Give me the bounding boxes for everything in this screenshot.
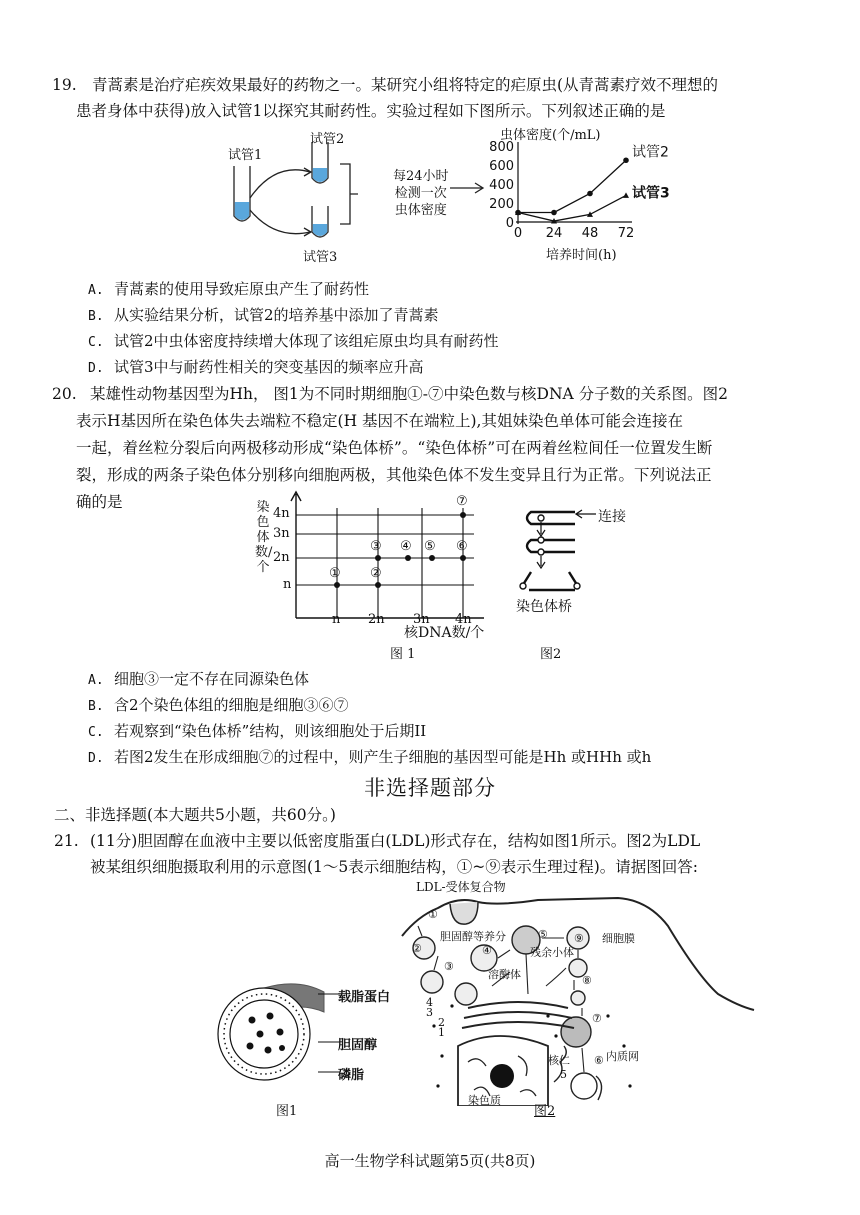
q20-option-d: D. 若图2发生在形成细胞⑦的过程中，则产生子细胞的基因型可能是Hh 或HHh 或h xyxy=(88,748,652,766)
q21-number: 21. xyxy=(54,832,79,850)
series-label: 试管2 xyxy=(632,144,669,161)
series-label: 试管3 xyxy=(632,185,670,202)
arrow-to-chart xyxy=(450,183,483,193)
q20-option-c: C. 若观察到“染色体桥”结构，则该细胞处于后期II xyxy=(88,722,427,740)
tube-1-icon xyxy=(234,166,250,221)
membrane-label: 细胞膜 xyxy=(602,932,635,945)
fig1-xtick-4n: 4n xyxy=(455,612,472,627)
fig1-caption: 图 1 xyxy=(390,647,416,662)
residual-label: 残余小体 xyxy=(530,946,574,959)
process-9: ⑨ xyxy=(574,932,584,945)
tube-2-icon xyxy=(312,142,328,183)
bracket xyxy=(340,164,358,224)
fig2-connect-label: 连接 xyxy=(598,509,626,525)
cell-uptake-diagram xyxy=(398,886,758,1106)
fig1-ytick-3n: 3n xyxy=(273,526,290,541)
process-8: ⑧ xyxy=(582,974,592,987)
fig1-ytick-2n: 2n xyxy=(273,550,290,565)
q21-fig1-caption: 图1 xyxy=(276,1104,298,1119)
arrow-to-tube3 xyxy=(250,210,310,234)
q21-stem-line1: (11分)胆固醇在血液中主要以低密度脂蛋白(LDL)形式存在，结构如图1所示。图2为LDL xyxy=(90,832,701,850)
page-footer: 高一生物学科试题第5页(共8页) xyxy=(324,1152,536,1170)
fig1-point-1: ① xyxy=(329,566,341,581)
series-line xyxy=(518,195,626,221)
q19-option-d: D. 试管3中与耐药性相关的突变基因的频率应升高 xyxy=(88,358,424,376)
process-5: ⑤ xyxy=(538,928,548,941)
fig1-ylabel: 染色体数/个 xyxy=(255,500,273,575)
q19-option-b: B. 从实验结果分析，试管2的培养基中添加了青蒿素 xyxy=(88,306,439,324)
section-subtitle: 二、非选择题(本大题共5小题，共60分。) xyxy=(54,806,336,824)
step-text: 每24小时 检测一次 虫体密度 xyxy=(393,169,449,218)
q19-stem-line2: 患者身体中获得)放入试管1以探究其耐药性。实验过程如下图所示。下列叙述正确的是 xyxy=(76,102,666,120)
fig1-xtick-n: n xyxy=(332,612,341,627)
process-1: ① xyxy=(428,908,438,921)
fig1-point-3: ③ xyxy=(370,539,382,554)
y-tick-label: 400 xyxy=(489,178,514,193)
x-tick-label: 0 xyxy=(513,226,523,241)
apoprotein-label: 载脂蛋白 xyxy=(338,990,391,1005)
fig1-xlabel: 核DNA数/个 xyxy=(404,625,485,641)
chromatin-label: 染色质 xyxy=(468,1094,501,1107)
fig1-xtick-2n: 2n xyxy=(368,612,385,627)
structure-5: 5 xyxy=(560,1068,567,1081)
er-label: 内质网 xyxy=(606,1050,639,1063)
q20-option-a: A. 细胞③一定不存在同源染色体 xyxy=(88,670,310,688)
cholesterol-label: 胆固醇 xyxy=(338,1038,378,1053)
phospholipid-label: 磷脂 xyxy=(338,1068,365,1083)
fig1-ytick-n: n xyxy=(283,577,292,592)
fig2-caption: 图2 xyxy=(540,647,562,662)
q21-fig2-caption: 图2 xyxy=(534,1104,556,1119)
process-6: ⑥ xyxy=(594,1054,604,1067)
process-4: ④ xyxy=(482,944,492,957)
q19-option-a: A. 青蒿素的使用导致疟原虫产生了耐药性 xyxy=(88,280,370,298)
q19-density-chart xyxy=(480,124,710,264)
nutrients-label: 胆固醇等养分 xyxy=(440,930,506,943)
process-2: ② xyxy=(412,942,422,955)
q20-stem-line2: 表示H基因所在染色体失去端粒不稳定(H 基因不在端粒上),其姐妹染色单体可能会连接在 xyxy=(76,412,683,430)
tube-1-label: 试管1 xyxy=(228,148,263,163)
y-tick-label: 800 xyxy=(489,140,514,155)
structure-3: 3 xyxy=(426,1006,433,1019)
fig1-point-4: ④ xyxy=(400,539,412,554)
tube-3-label: 试管3 xyxy=(303,250,338,265)
chart-ylabel: 虫体密度(个/mL) xyxy=(500,128,601,143)
data-point xyxy=(623,157,629,163)
fig1-point-5: ⑤ xyxy=(424,539,436,554)
x-tick-label: 72 xyxy=(617,226,635,241)
process-3: ③ xyxy=(444,960,454,973)
q19-option-c: C. 试管2中虫体密度持续增大体现了该组疟原虫均具有耐药性 xyxy=(88,332,499,350)
structure-2: 2 xyxy=(438,1016,445,1029)
structure-4: 4 xyxy=(426,996,433,1009)
fig1-ytick-4n: 4n xyxy=(273,506,290,521)
y-tick-label: 0 xyxy=(505,216,514,231)
x-tick-label: 48 xyxy=(581,226,599,241)
y-tick-label: 200 xyxy=(489,197,514,212)
nucleolus-label: 核仁 xyxy=(548,1054,570,1067)
fig1-point-2: ② xyxy=(370,566,382,581)
q21-stem-line2: 被某组织细胞摄取利用的示意图(1～5表示细胞结构，①~⑨表示生理过程)。请据图回答: xyxy=(90,858,699,876)
arrow-to-tube2 xyxy=(250,170,310,198)
q20-number: 20. xyxy=(52,385,77,403)
tube-2-label: 试管2 xyxy=(310,132,345,147)
q19-stem-line1: 青蒿素是治疗疟疾效果最好的药物之一。某研究小组将特定的疟原虫(从青蒿素疗效不理想的 xyxy=(92,76,719,94)
fig2-bridge-label: 染色体桥 xyxy=(516,599,572,615)
q20-stem-line3: 一起，着丝粒分裂后向两极移动形成“染色体桥”。“染色体桥”可在两着丝粒间任一位置发生断 xyxy=(76,439,713,457)
q20-option-b: B. 含2个染色体组的细胞是细胞③⑥⑦ xyxy=(88,696,349,714)
fig1-label-leaders xyxy=(318,990,340,1080)
y-tick-label: 600 xyxy=(489,159,514,174)
lysosome-label: 溶酶体 xyxy=(488,968,521,981)
tube-3-icon xyxy=(312,206,328,237)
section-title: 非选择题部分 xyxy=(364,776,496,800)
structure-1: 1 xyxy=(438,1026,445,1039)
fig1-xtick-3n: 3n xyxy=(413,612,430,627)
q19-number: 19. xyxy=(52,76,77,94)
data-point xyxy=(587,191,593,197)
q20-stem-line1: 某雄性动物基因型为Hh， 图1为不同时期细胞①-⑦中染色数与核DNA 分子数的关系图。图2 xyxy=(90,385,729,403)
q20-stem-line5: 确的是 xyxy=(76,493,123,511)
process-7: ⑦ xyxy=(592,1012,602,1025)
data-point xyxy=(551,210,557,216)
connect-arrow-icon xyxy=(574,508,598,520)
x-tick-label: 24 xyxy=(545,226,563,241)
chart-xlabel: 培养时间(h) xyxy=(546,248,617,263)
q20-stem-line4: 裂，形成的两条子染色体分别移向细胞两极，其他染色体不发生变异且行为正常。下列说法正 xyxy=(76,466,712,484)
fig1-point-7: ⑦ xyxy=(456,494,468,509)
data-point xyxy=(623,192,629,198)
complex-label: LDL-受体复合物 xyxy=(416,880,506,894)
fig1-point-6: ⑥ xyxy=(456,539,468,554)
